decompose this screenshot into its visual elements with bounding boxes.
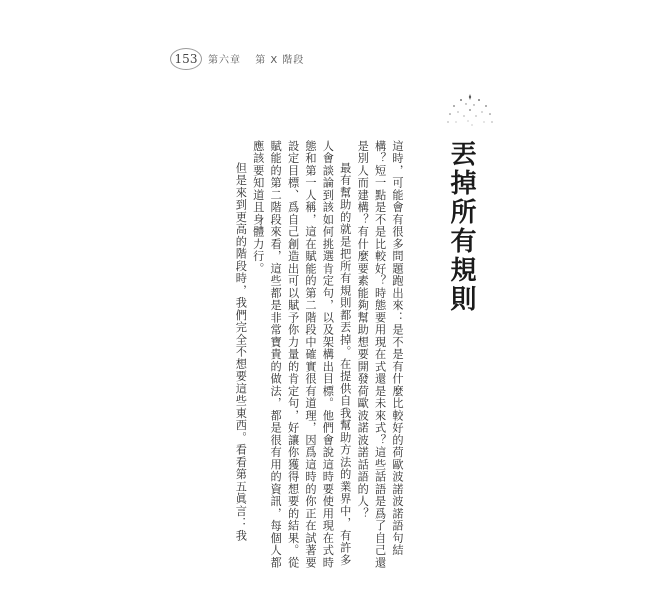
paragraph: 這時，可能會有很多問題跑出來：是不是有什麼比較好的荷歐波諾波諾語句結構？短一點是不是比較好？時態要用現在式還是未來式？這些話語是爲了自己還是別人而建構？有什麼要素能夠幫助想要開發荷歐波諾波諾話語的人？ [356, 140, 404, 569]
running-header [208, 51, 314, 66]
page-number: 153 [170, 48, 202, 70]
chapter-title: 丟掉所有規則 [446, 140, 476, 314]
body-text [170, 140, 406, 570]
chapter-label: 第六章 [208, 55, 241, 66]
section-label: 第 X 階段 [255, 55, 305, 66]
paragraph: 但是來到更高的階段時，我們完全不想要這些東西。看看第五眞言：我 [234, 162, 248, 543]
paragraph: 最有幫助的就是把所有規則都丟掉。在提供自我幫助方法的業界中，有許多人會談論到該如何挑選肯定句，以及架構出目標。他們會說這時要使用現在式時態和第一人稱，這在賦能的第二階段中確實很有道理，因爲這時的你正在試著要設定目標、爲自己創造出可以賦予你力量的肯定句，好讓你獲得想要的結果。從賦能的第二階段來看，這些都是非常寶貴的做法，都是很有用的資訊，每個人都應該要知道且身體力行。 [251, 140, 352, 569]
